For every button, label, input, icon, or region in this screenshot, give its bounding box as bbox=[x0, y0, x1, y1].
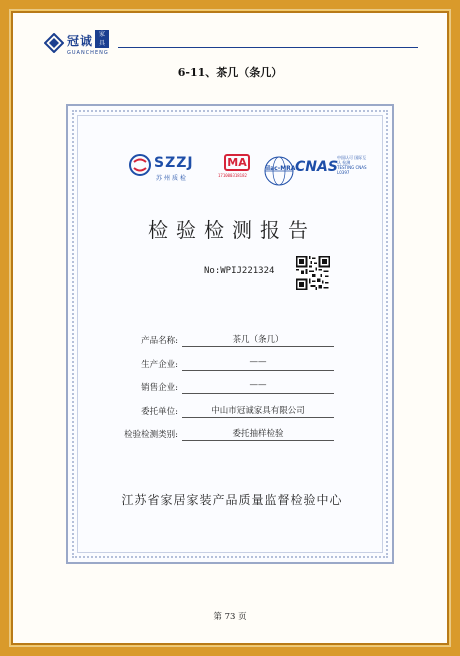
header-divider bbox=[118, 47, 418, 48]
field-product-name bbox=[106, 330, 366, 354]
page-heading: 6-11、茶几（条几） bbox=[177, 66, 283, 79]
field-underline bbox=[182, 393, 334, 394]
issuing-institution: 江苏省家居家装产品质量监督检验中心 bbox=[121, 493, 343, 507]
report-fields bbox=[106, 330, 366, 448]
field-underline bbox=[182, 346, 334, 347]
report-cover-sheet bbox=[66, 104, 394, 564]
report-title: 检验检测报告 bbox=[148, 218, 316, 242]
field-value: 中山市冠诚家具有限公司 bbox=[211, 405, 305, 416]
field-value: 茶几（条几） bbox=[232, 335, 284, 345]
field-label: 产品名称: bbox=[141, 336, 178, 346]
szzj-sub-label: 苏州质检 bbox=[156, 175, 189, 182]
field-manufacturer bbox=[106, 354, 366, 378]
cma-mark: MA bbox=[224, 154, 250, 171]
field-test-category bbox=[106, 424, 366, 448]
brand-logo bbox=[44, 30, 109, 56]
szzj-emblem-icon bbox=[128, 153, 152, 177]
field-label: 委托单位: bbox=[141, 406, 178, 417]
ilac-label: ilac-MRA bbox=[266, 165, 296, 172]
field-client bbox=[106, 401, 366, 425]
field-value: —— bbox=[249, 356, 267, 367]
field-label: 销售企业: bbox=[141, 383, 178, 393]
field-value: —— bbox=[249, 380, 267, 390]
qr-code-icon bbox=[296, 256, 330, 290]
ilac-globe-icon bbox=[263, 155, 295, 187]
brand-name: 冠诚 bbox=[67, 34, 94, 48]
field-value: 委托抽样检验 bbox=[232, 429, 284, 439]
field-seller bbox=[106, 377, 366, 401]
field-label: 生产企业: bbox=[141, 359, 178, 370]
brand-tag: 家具 bbox=[95, 30, 109, 48]
field-underline bbox=[182, 370, 334, 371]
cnas-side-text: 中国认可 国际互认 检测 TESTING CNAS L0397 bbox=[337, 155, 367, 175]
page-number: 第 73 页 bbox=[213, 612, 247, 622]
field-underline bbox=[182, 417, 334, 418]
szzj-label: SZZJ bbox=[154, 155, 194, 171]
certification-logos bbox=[128, 151, 378, 191]
cma-number: 171000318182 bbox=[218, 173, 247, 178]
cnas-label: CNAS bbox=[295, 159, 338, 175]
brand-subtitle: GUANCHENG bbox=[67, 50, 109, 56]
guancheng-logo-icon bbox=[44, 33, 64, 53]
report-number: No:WPIJ221324 bbox=[204, 266, 275, 276]
field-underline bbox=[182, 440, 334, 441]
field-label: 检验检测类别: bbox=[124, 430, 178, 440]
